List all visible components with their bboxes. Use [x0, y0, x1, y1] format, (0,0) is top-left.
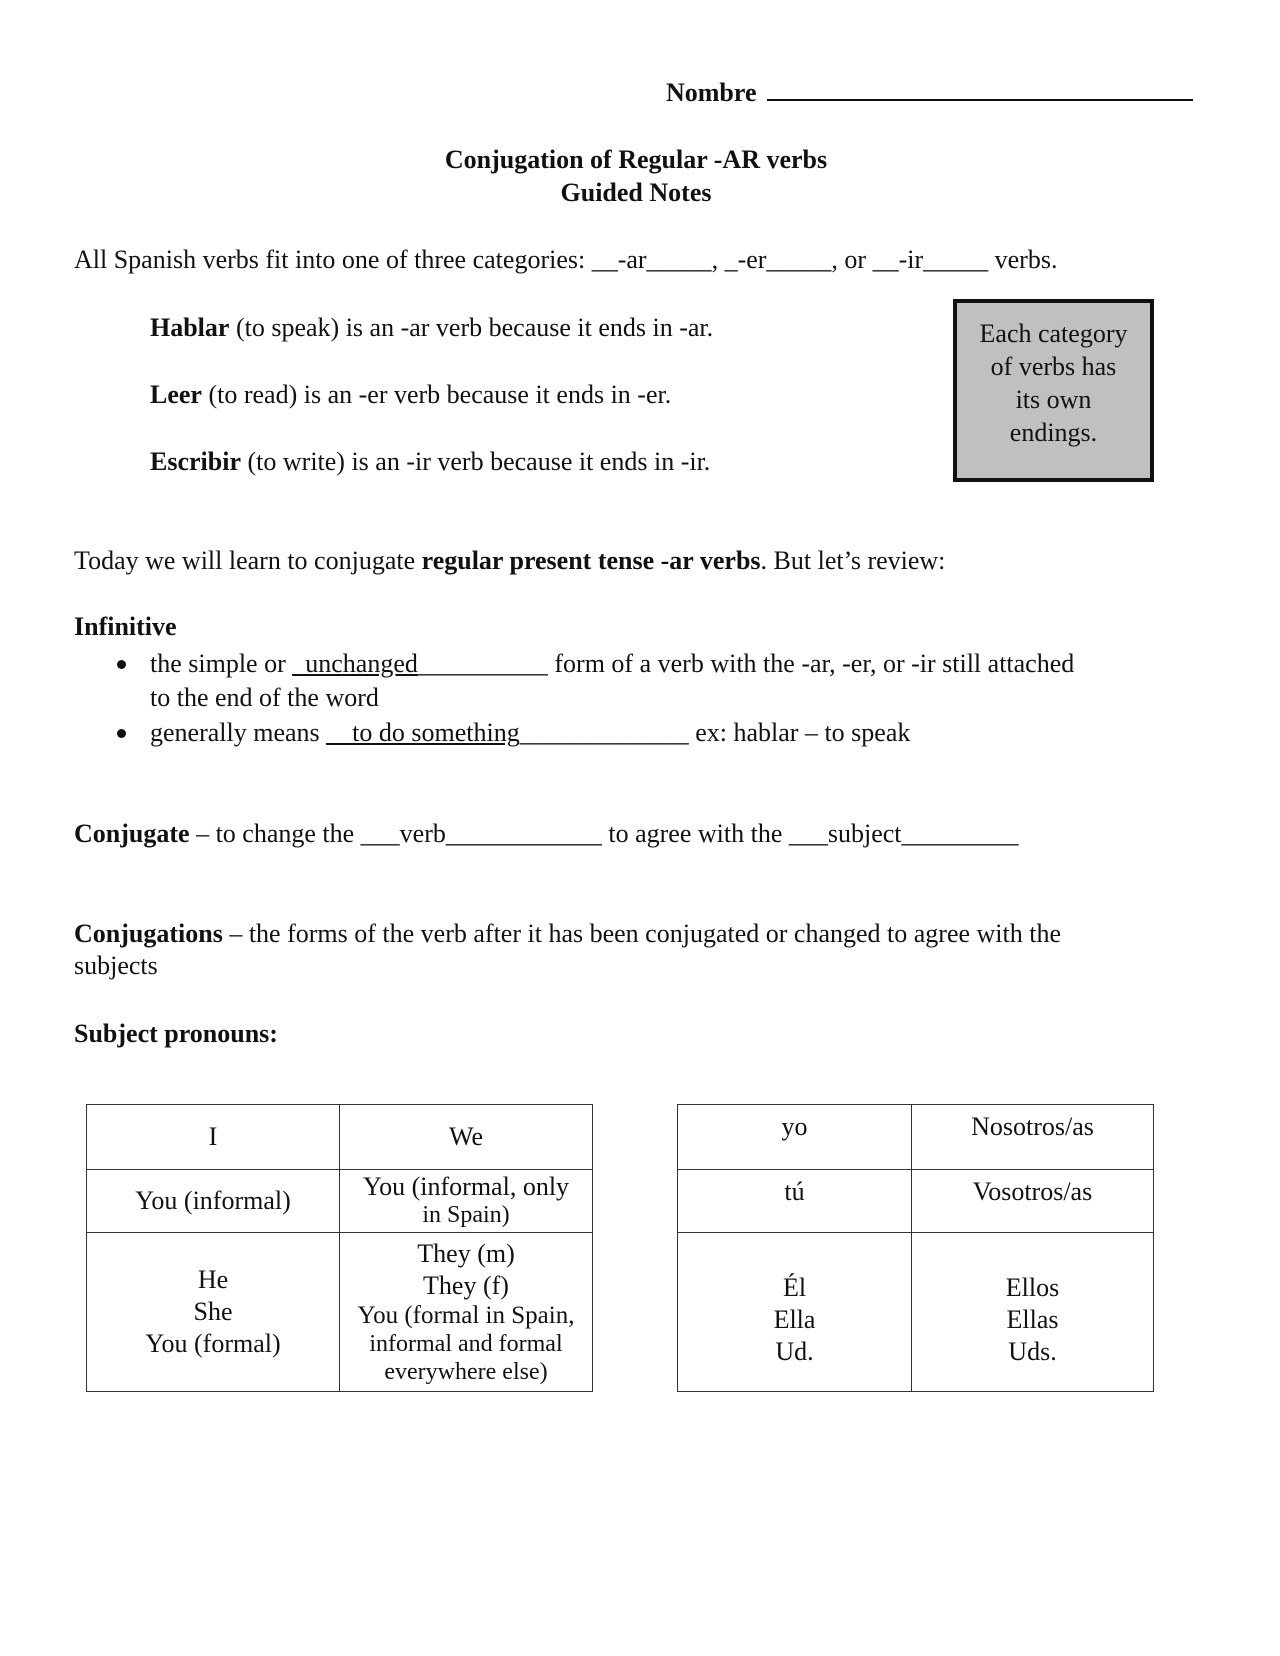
name-blank-line[interactable] — [767, 75, 1193, 101]
intro-end: verbs. — [988, 245, 1058, 274]
cell-line: Él — [782, 1273, 807, 1302]
page-subtitle: Guided Notes — [560, 178, 712, 207]
infinitive-bullet-1 — [150, 648, 1074, 680]
cell: You (informal) — [87, 1170, 340, 1233]
cell: yo — [678, 1105, 912, 1170]
cell — [912, 1233, 1154, 1392]
verb: Escribir — [150, 447, 241, 476]
cell: I — [87, 1105, 340, 1170]
cell-line: You (formal in Spain, — [357, 1302, 575, 1329]
intro-text: All Spanish verbs fit into one of three categories: — [74, 245, 592, 274]
cell — [678, 1233, 912, 1392]
term: Conjugations — [74, 919, 223, 948]
cell-line: in Spain) — [422, 1202, 510, 1228]
callout-line: of verbs has — [990, 352, 1117, 381]
cell-line: You (informal, only — [362, 1172, 570, 1201]
spanish-pronoun-table — [677, 1104, 1154, 1392]
english-pronoun-table — [86, 1104, 593, 1392]
cell-line: Uds. — [1008, 1337, 1057, 1366]
cell-line: Ella — [773, 1305, 816, 1334]
blank: __________ — [417, 649, 548, 678]
answer-unchanged: _unchanged — [292, 649, 418, 678]
cell-line: You (formal) — [145, 1329, 281, 1358]
conjugations-definition-cont: subjects — [74, 951, 158, 980]
infinitive-bullet-1-cont: to the end of the word — [150, 683, 379, 712]
cell: We — [340, 1105, 593, 1170]
cell-line: She — [193, 1297, 233, 1326]
cell: tú — [678, 1170, 912, 1233]
callout-line: endings. — [1009, 418, 1098, 447]
blank: _____________ — [519, 718, 689, 747]
infinitive-heading: Infinitive — [74, 612, 177, 641]
definition-text: – to change the — [189, 819, 361, 848]
callout-line: its own — [1015, 385, 1092, 414]
today-sentence — [74, 545, 945, 577]
callout-box — [953, 299, 1154, 482]
cell-line: Ellos — [1005, 1273, 1060, 1302]
answer-to-do-something: __to do something — [326, 718, 520, 747]
blank-ar: __-ar_____ — [591, 245, 712, 274]
bullet-text: ex: hablar – to speak — [688, 718, 911, 747]
infinitive-bullet-2 — [150, 717, 910, 749]
cell-line: informal and formal — [369, 1331, 563, 1357]
answer-verb: ___verb____________ — [360, 819, 602, 848]
name-label: Nombre — [666, 78, 757, 107]
name-field[interactable] — [666, 75, 1193, 109]
separator: , — [711, 245, 725, 274]
today-end: . But let’s review: — [760, 546, 946, 575]
cell: Nosotros/as — [912, 1105, 1154, 1170]
definition-text: – the forms of the verb after it has been conjugated or changed to agree with the — [222, 919, 1062, 948]
example-text: (to write) is an -ir verb because it ends in -ir. — [241, 447, 711, 476]
today-text: Today we will learn to conjugate — [74, 546, 422, 575]
cell-line: Ellas — [1006, 1305, 1059, 1334]
blank-er: _-er_____ — [724, 245, 832, 274]
example-text: (to speak) is an -ar verb because it ends in -ar. — [229, 313, 714, 342]
callout-line: Each category — [979, 319, 1128, 348]
example-text: (to read) is an -er verb because it ends in -er. — [201, 380, 672, 409]
verb: Hablar — [150, 313, 230, 342]
today-emphasis: regular present tense -ar verbs — [421, 546, 761, 575]
bullet-text: the simple or — [150, 649, 293, 678]
intro-sentence — [74, 244, 1057, 276]
cell-line: everywhere else) — [384, 1359, 548, 1385]
definition-text: to agree with the — [601, 819, 789, 848]
conjugations-definition — [74, 918, 1061, 950]
bullet-text: generally means — [150, 718, 327, 747]
answer-subject: ___subject_________ — [788, 819, 1019, 848]
verb: Leer — [150, 380, 202, 409]
bullet-icon — [117, 660, 126, 669]
page-title: Conjugation of Regular -AR verbs — [444, 145, 828, 174]
bullet-icon — [117, 729, 126, 738]
term: Conjugate — [74, 819, 190, 848]
cell-line: They (f) — [423, 1271, 509, 1300]
cell-line: Ud. — [775, 1337, 814, 1366]
blank-ir: __-ir_____ — [872, 245, 989, 274]
subject-pronouns-heading: Subject pronouns: — [74, 1019, 278, 1048]
separator: , or — [831, 245, 873, 274]
bullet-text: form of a verb with the -ar, -er, or -ir still attached — [547, 649, 1075, 678]
cell — [340, 1170, 593, 1233]
cell: Vosotros/as — [912, 1170, 1154, 1233]
cell — [87, 1233, 340, 1392]
cell — [340, 1233, 593, 1392]
example-hablar — [150, 312, 713, 344]
cell-line: They (m) — [417, 1239, 515, 1268]
example-leer — [150, 379, 671, 411]
example-escribir — [150, 446, 710, 478]
conjugate-definition — [74, 818, 1019, 850]
cell-line: He — [197, 1265, 229, 1294]
